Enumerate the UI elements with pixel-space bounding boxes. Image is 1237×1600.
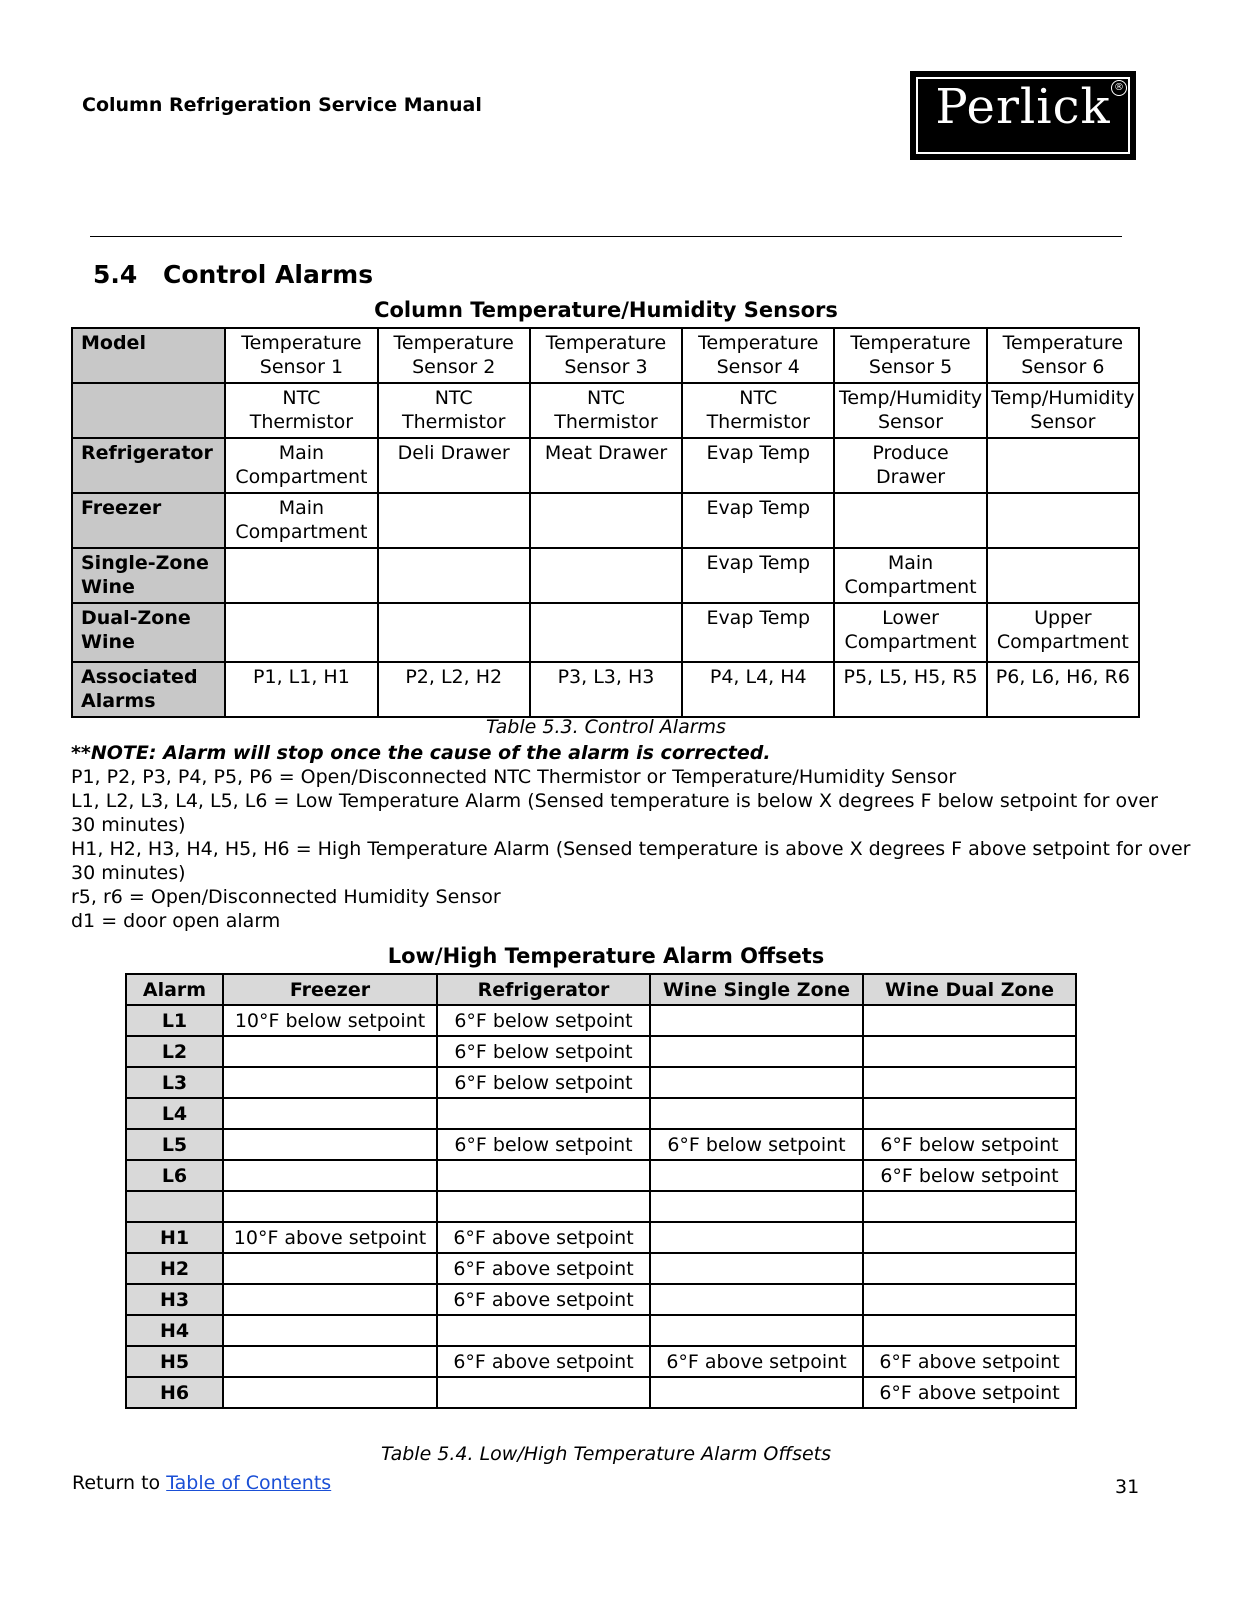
offset-cell xyxy=(223,1129,437,1160)
offset-cell: 6°F above setpoint xyxy=(863,1377,1076,1408)
offset-cell xyxy=(437,1377,650,1408)
note-r-alarms: r5, r6 = Open/Disconnected Humidity Sensor xyxy=(71,886,501,908)
sensor-table-cell: NTC Thermistor xyxy=(530,383,682,438)
offsets-column-header: Freezer xyxy=(223,974,437,1005)
note-p-alarms: P1, P2, P3, P4, P5, P6 = Open/Disconnected NTC Thermistor or Temperature/Humidity Sensor xyxy=(71,766,957,788)
offset-cell xyxy=(223,1377,437,1408)
note-d-alarm: d1 = door open alarm xyxy=(71,910,281,932)
offsets-table-row xyxy=(126,1377,1076,1408)
note-l-alarms-line2: 30 minutes) xyxy=(71,814,186,836)
sensor-table-cell: Temp/Humidity Sensor xyxy=(834,383,986,438)
sensor-table-cell: P1, L1, H1 xyxy=(225,662,377,717)
offset-cell xyxy=(223,1284,437,1315)
offset-cell xyxy=(437,1098,650,1129)
offset-cell xyxy=(863,1222,1076,1253)
sensor-table-cell: NTC Thermistor xyxy=(225,383,377,438)
sensor-table-row-header: Associated Alarms xyxy=(72,662,225,717)
offset-cell: 6°F above setpoint xyxy=(437,1284,650,1315)
section-heading xyxy=(93,260,373,289)
sensor-table-row-header xyxy=(72,383,225,438)
sensor-table-cell: NTC Thermistor xyxy=(378,383,530,438)
offset-cell: 6°F above setpoint xyxy=(863,1346,1076,1377)
sensor-table-cell xyxy=(225,603,377,662)
sensor-table-row xyxy=(72,493,1139,548)
offset-cell: 6°F below setpoint xyxy=(863,1160,1076,1191)
registered-mark: ® xyxy=(1111,80,1127,96)
sensor-table-cell: P3, L3, H3 xyxy=(530,662,682,717)
offset-cell: 6°F below setpoint xyxy=(863,1129,1076,1160)
sensor-table-cell: Main Compartment xyxy=(225,493,377,548)
offsets-table xyxy=(125,973,1077,1409)
offset-cell xyxy=(437,1160,650,1191)
section-title: Control Alarms xyxy=(163,260,374,289)
offset-cell: 6°F above setpoint xyxy=(650,1346,863,1377)
alarm-note: **NOTE: Alarm will stop once the cause of the alarm is corrected. xyxy=(71,742,771,764)
offset-cell: 6°F above setpoint xyxy=(437,1253,650,1284)
sensor-table-cell: Upper Compartment xyxy=(987,603,1139,662)
sensor-table-row xyxy=(72,438,1139,493)
sensor-table-cell xyxy=(378,603,530,662)
sensor-table-cell xyxy=(834,493,986,548)
alarm-code-cell: L3 xyxy=(126,1067,223,1098)
offset-cell: 6°F above setpoint xyxy=(437,1222,650,1253)
sensor-table-row xyxy=(72,383,1139,438)
logo-wordmark: Perlick xyxy=(935,79,1111,135)
note-h-alarms-line2: 30 minutes) xyxy=(71,862,186,884)
offset-cell xyxy=(223,1315,437,1346)
alarm-code-cell: L4 xyxy=(126,1098,223,1129)
table-of-contents-link[interactable]: Table of Contents xyxy=(166,1472,332,1494)
offsets-table-caption: Table 5.4. Low/High Temperature Alarm Offsets xyxy=(380,1443,832,1465)
offsets-table-header-row xyxy=(126,974,1076,1005)
offsets-table-row xyxy=(126,1098,1076,1129)
sensor-table-row-header: Freezer xyxy=(72,493,225,548)
offset-cell xyxy=(650,1315,863,1346)
sensor-table-cell: Main Compartment xyxy=(225,438,377,493)
offsets-table-row xyxy=(126,1284,1076,1315)
offset-cell xyxy=(650,1067,863,1098)
offset-cell xyxy=(863,1036,1076,1067)
offset-cell xyxy=(223,1253,437,1284)
offset-cell xyxy=(223,1160,437,1191)
offsets-column-header: Alarm xyxy=(126,974,223,1005)
sensor-table-cell: Lower Compartment xyxy=(834,603,986,662)
sensor-table-cell xyxy=(987,438,1139,493)
sensor-table-cell: Temperature Sensor 6 xyxy=(987,328,1139,383)
offsets-table-row xyxy=(126,1005,1076,1036)
sensor-table-cell xyxy=(378,548,530,603)
sensor-table-cell: Temperature Sensor 3 xyxy=(530,328,682,383)
alarm-code-cell: H1 xyxy=(126,1222,223,1253)
offset-cell xyxy=(223,1191,437,1222)
sensor-table-cell: P4, L4, H4 xyxy=(682,662,834,717)
sensor-table-cell: Main Compartment xyxy=(834,548,986,603)
sensor-table-row-header: Model xyxy=(72,328,225,383)
offset-cell xyxy=(223,1067,437,1098)
offsets-column-header: Wine Single Zone xyxy=(650,974,863,1005)
sensor-table-cell: NTC Thermistor xyxy=(682,383,834,438)
sensor-table-row xyxy=(72,548,1139,603)
sensor-table-cell: P2, L2, H2 xyxy=(378,662,530,717)
offsets-table-row xyxy=(126,1346,1076,1377)
sensor-table-cell xyxy=(530,548,682,603)
offset-cell: 6°F below setpoint xyxy=(437,1005,650,1036)
sensor-table-cell xyxy=(987,493,1139,548)
offsets-column-header: Wine Dual Zone xyxy=(863,974,1076,1005)
sensor-table-cell: Deli Drawer xyxy=(378,438,530,493)
manual-title: Column Refrigeration Service Manual xyxy=(82,94,482,116)
sensor-table-row xyxy=(72,662,1139,717)
offsets-table-row xyxy=(126,1129,1076,1160)
offsets-column-header: Refrigerator xyxy=(437,974,650,1005)
offset-cell xyxy=(650,1377,863,1408)
offsets-table-row xyxy=(126,1036,1076,1067)
sensor-table-cell: Evap Temp xyxy=(682,493,834,548)
offset-cell xyxy=(650,1284,863,1315)
offsets-table-row xyxy=(126,1191,1076,1222)
sensor-table-row xyxy=(72,603,1139,662)
offset-cell xyxy=(223,1346,437,1377)
offset-cell xyxy=(223,1098,437,1129)
offset-cell xyxy=(863,1005,1076,1036)
offset-cell xyxy=(437,1315,650,1346)
sensor-table-title: Column Temperature/Humidity Sensors xyxy=(374,298,838,322)
alarm-code-cell: H5 xyxy=(126,1346,223,1377)
sensor-table-cell xyxy=(378,493,530,548)
note-l-alarms-line1: L1, L2, L3, L4, L5, L6 = Low Temperature Alarm (Sensed temperature is below X degrees F below setpoint for over xyxy=(71,790,1158,812)
offsets-table-row xyxy=(126,1160,1076,1191)
offset-cell xyxy=(863,1067,1076,1098)
sensor-table-cell: Temp/Humidity Sensor xyxy=(987,383,1139,438)
offset-cell xyxy=(863,1315,1076,1346)
alarm-code-cell: L1 xyxy=(126,1005,223,1036)
offset-cell: 6°F above setpoint xyxy=(437,1346,650,1377)
alarm-code-cell: H3 xyxy=(126,1284,223,1315)
offset-cell xyxy=(650,1253,863,1284)
offset-cell xyxy=(650,1160,863,1191)
offset-cell xyxy=(650,1005,863,1036)
alarm-code-cell: H4 xyxy=(126,1315,223,1346)
sensor-table-row xyxy=(72,328,1139,383)
offset-cell: 6°F below setpoint xyxy=(650,1129,863,1160)
sensor-table-row-header: Single-Zone Wine xyxy=(72,548,225,603)
alarm-code-cell: H6 xyxy=(126,1377,223,1408)
alarm-code-cell: L6 xyxy=(126,1160,223,1191)
footer-return xyxy=(72,1472,331,1494)
alarm-code-cell: H2 xyxy=(126,1253,223,1284)
sensor-table-cell: Temperature Sensor 2 xyxy=(378,328,530,383)
offset-cell xyxy=(650,1222,863,1253)
offset-cell: 6°F below setpoint xyxy=(437,1036,650,1067)
offsets-table-row xyxy=(126,1315,1076,1346)
sensor-table-cell: Evap Temp xyxy=(682,438,834,493)
sensor-table-cell: P6, L6, H6, R6 xyxy=(987,662,1139,717)
offsets-table-row xyxy=(126,1222,1076,1253)
sensor-table-cell: Produce Drawer xyxy=(834,438,986,493)
alarm-code-cell xyxy=(126,1191,223,1222)
perlick-logo xyxy=(910,71,1136,160)
alarm-code-cell: L2 xyxy=(126,1036,223,1067)
note-h-alarms-line1: H1, H2, H3, H4, H5, H6 = High Temperature Alarm (Sensed temperature is above X degrees F above setpoint for over xyxy=(71,838,1191,860)
sensor-table-cell: Temperature Sensor 1 xyxy=(225,328,377,383)
sensor-table-row-header: Refrigerator xyxy=(72,438,225,493)
offset-cell: 6°F below setpoint xyxy=(437,1067,650,1098)
offset-cell xyxy=(650,1191,863,1222)
offsets-table-row xyxy=(126,1253,1076,1284)
offset-cell: 10°F above setpoint xyxy=(223,1222,437,1253)
offset-cell xyxy=(650,1036,863,1067)
sensor-table-cell xyxy=(530,493,682,548)
section-number: 5.4 xyxy=(93,260,138,289)
offsets-table-title: Low/High Temperature Alarm Offsets xyxy=(387,944,825,968)
sensor-table-cell xyxy=(530,603,682,662)
header-divider xyxy=(90,236,1122,237)
offsets-table-row xyxy=(126,1067,1076,1098)
offset-cell: 6°F below setpoint xyxy=(437,1129,650,1160)
sensor-table-cell xyxy=(225,548,377,603)
offset-cell xyxy=(223,1036,437,1067)
offset-cell xyxy=(863,1098,1076,1129)
sensor-table-cell: Temperature Sensor 5 xyxy=(834,328,986,383)
offset-cell xyxy=(863,1284,1076,1315)
sensor-table-cell: Temperature Sensor 4 xyxy=(682,328,834,383)
sensor-table-cell: Evap Temp xyxy=(682,603,834,662)
alarm-code-cell: L5 xyxy=(126,1129,223,1160)
return-text: Return to xyxy=(72,1472,167,1494)
sensor-table-row-header: Dual-Zone Wine xyxy=(72,603,225,662)
offset-cell xyxy=(863,1191,1076,1222)
offset-cell xyxy=(650,1098,863,1129)
offset-cell xyxy=(437,1191,650,1222)
offset-cell xyxy=(863,1253,1076,1284)
sensor-table-cell: Evap Temp xyxy=(682,548,834,603)
sensor-table-caption: Table 5.3. Control Alarms xyxy=(486,716,726,738)
sensor-table-cell: P5, L5, H5, R5 xyxy=(834,662,986,717)
sensor-table-cell xyxy=(987,548,1139,603)
offset-cell: 10°F below setpoint xyxy=(223,1005,437,1036)
sensor-table-cell: Meat Drawer xyxy=(530,438,682,493)
page-number: 31 xyxy=(1115,1476,1140,1498)
sensor-table xyxy=(71,327,1140,718)
